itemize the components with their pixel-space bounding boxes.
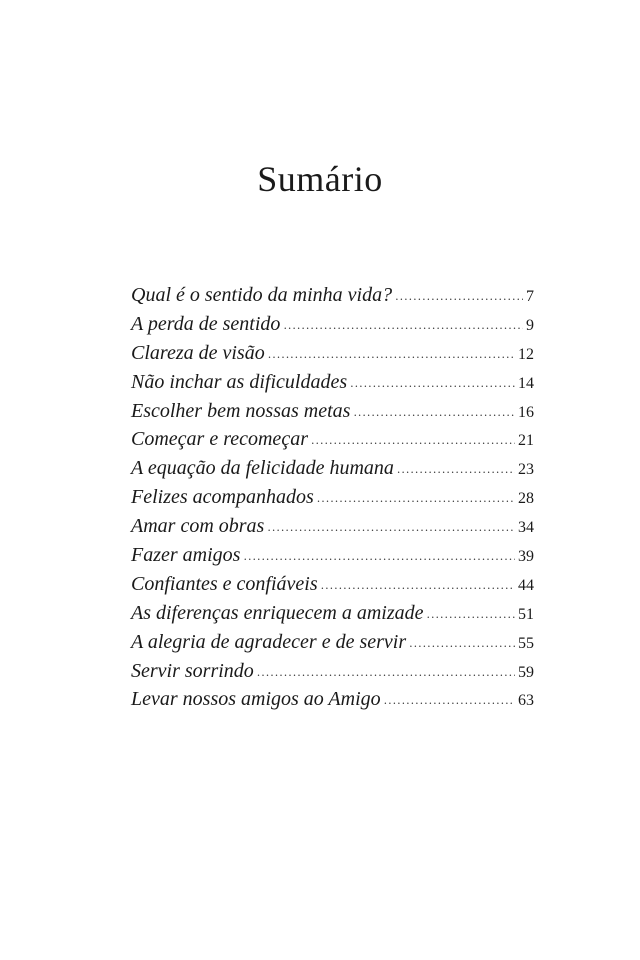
dot-leader (350, 377, 515, 390)
dot-leader (243, 550, 515, 563)
toc-entry-page: 14 (518, 374, 534, 392)
dot-leader (317, 492, 515, 505)
toc-entry-title: A alegria de agradecer e de servir (131, 630, 407, 653)
toc-entry-title: Servir sorrindo (131, 659, 254, 682)
dot-leader (395, 290, 523, 303)
toc-entry-page: 34 (518, 519, 534, 537)
toc-entry-title: Amar com obras (131, 515, 265, 538)
toc-entry (131, 602, 534, 631)
dot-leader (321, 579, 515, 592)
toc-entry-title: Felizes acompanhados (131, 486, 314, 509)
dot-leader (283, 319, 523, 332)
toc-entry (131, 342, 534, 371)
toc-entry-page: 59 (518, 663, 534, 681)
toc-entry-page: 39 (518, 548, 534, 566)
toc-entry-page: 7 (526, 288, 534, 305)
toc-entry-page: 23 (518, 461, 534, 479)
toc-entry-title: Clareza de visão (131, 341, 265, 364)
toc-entry-title: Escolher bem nossas metas (131, 399, 351, 422)
dot-leader (409, 637, 515, 650)
toc-entry (131, 371, 534, 400)
toc-entry-page: 9 (526, 316, 534, 334)
toc-entry (131, 515, 534, 544)
toc-entry-page: 28 (518, 490, 534, 508)
toc-entry (131, 660, 534, 689)
toc-entry (131, 313, 534, 342)
toc-entry-title: As diferenças enriquecem a amizade (131, 601, 424, 624)
toc-entry-title: Fazer amigos (131, 544, 241, 567)
toc-entry (131, 573, 534, 602)
toc-entry-title: Não inchar as dificuldades (131, 370, 348, 393)
toc-entry-page: 55 (518, 634, 534, 652)
toc-entry (131, 457, 534, 486)
toc-entry (131, 428, 534, 457)
toc-entry-title: Levar nossos amigos ao Amigo (131, 688, 381, 711)
dot-leader (384, 694, 515, 707)
toc-entry (131, 284, 534, 313)
dot-leader (257, 666, 515, 679)
toc-entry-title: Começar e recomeçar (131, 428, 308, 451)
toc-entry-title: Qual é o sentido da minha vida? (131, 284, 393, 306)
toc-entry-page: 51 (518, 605, 534, 623)
dot-leader (311, 434, 515, 447)
dot-leader (268, 348, 515, 361)
dot-leader (353, 406, 515, 419)
toc-entry-title: A equação da felicidade humana (131, 457, 394, 480)
toc-entry (131, 400, 534, 429)
toc-entry-title: Confiantes e confiáveis (131, 572, 318, 595)
toc-entry (131, 486, 534, 515)
toc-entry-page: 12 (518, 345, 534, 363)
toc-entry-page: 16 (518, 403, 534, 421)
page-title: Sumário (257, 159, 383, 199)
toc-entry (131, 688, 534, 717)
toc-entry-page: 44 (518, 576, 534, 594)
dot-leader (427, 608, 515, 621)
dot-leader (267, 521, 515, 534)
table-of-contents (131, 284, 534, 717)
toc-entry-page: 21 (518, 432, 534, 450)
dot-leader (397, 463, 515, 476)
toc-entry-title: A perda de sentido (131, 312, 281, 335)
toc-entry (131, 631, 534, 660)
toc-entry (131, 544, 534, 573)
toc-entry-page: 63 (518, 692, 534, 710)
